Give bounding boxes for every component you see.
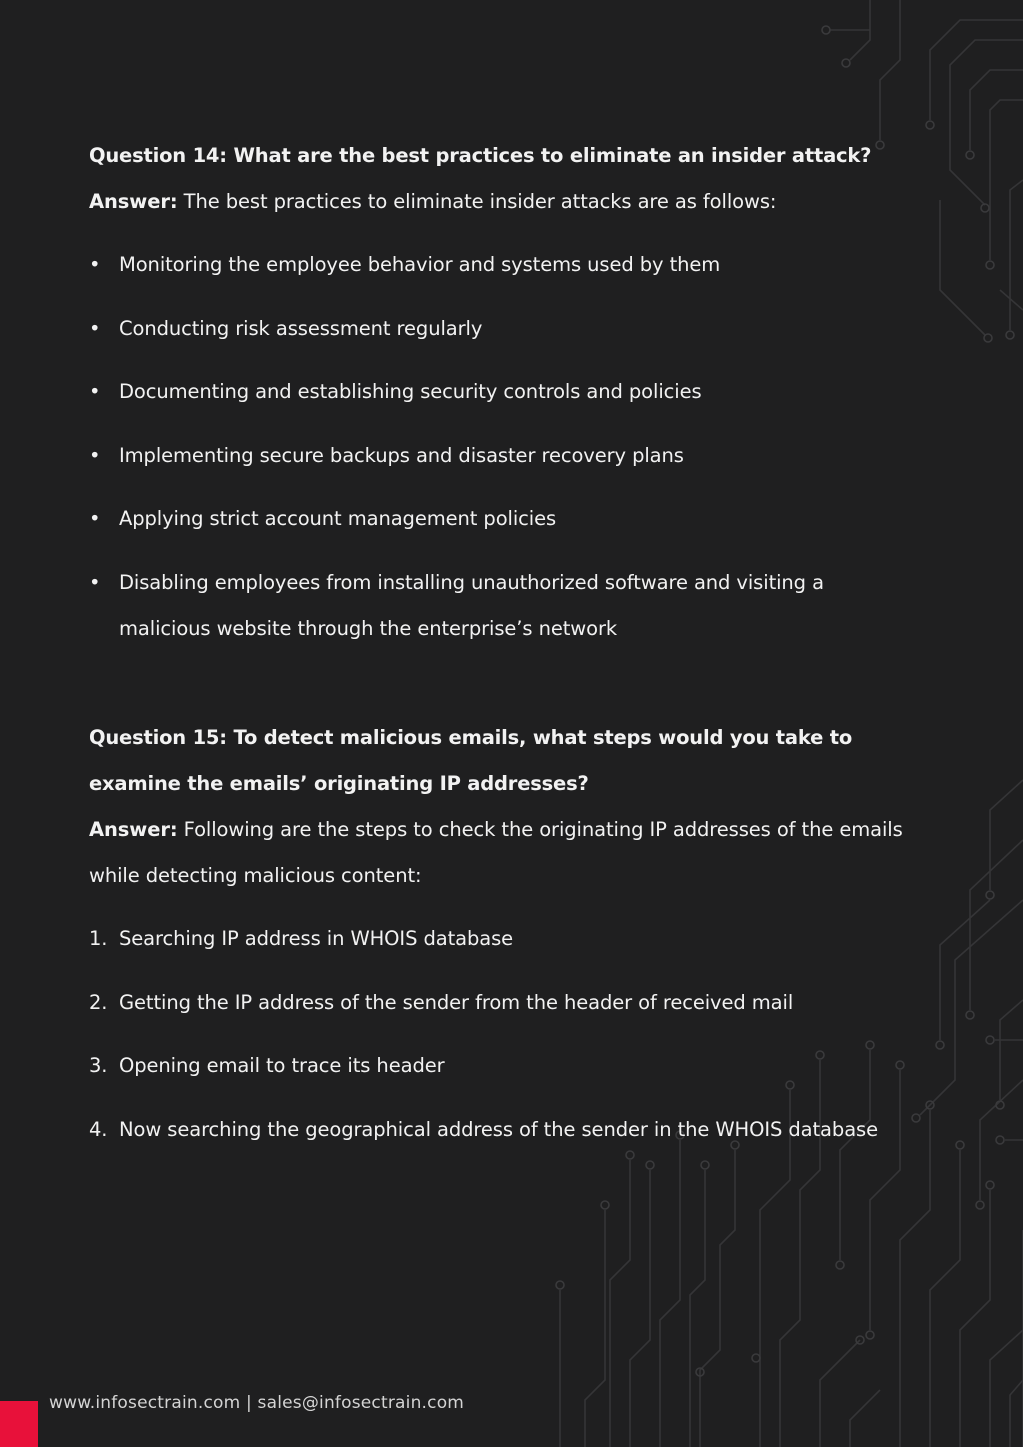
list-item-text: Now searching the geographical address of the sender in the WHOIS database [119, 1117, 878, 1141]
question-15-answer [89, 807, 949, 899]
list-item [89, 242, 949, 288]
bullet-icon: • [89, 253, 101, 276]
best-practices-list [89, 242, 949, 652]
list-item-text: Getting the IP address of the sender from the header of received mail [119, 990, 794, 1014]
bullet-icon: • [89, 380, 101, 404]
question-15-section [89, 715, 949, 1153]
bullet-icon: • [89, 570, 101, 594]
list-item [89, 369, 949, 415]
list-item [89, 560, 949, 652]
footer-contact-text[interactable]: www.infosectrain.com | sales@infosectrain.com [49, 1393, 465, 1413]
step-number: 3. [89, 1054, 108, 1078]
list-item-text: Disabling employees from installing unauthorized software and visiting a malicious website through the enterprise’s network [119, 570, 824, 640]
bullet-icon: • [89, 507, 101, 531]
list-item-text: Documenting and establishing security controls and policies [119, 380, 702, 404]
list-item-text: Opening email to trace its header [119, 1054, 445, 1078]
list-item [89, 1107, 949, 1153]
answer-label: Answer: [89, 817, 178, 841]
bullet-icon: • [89, 316, 101, 340]
footer-accent-square [0, 1401, 38, 1447]
steps-list [89, 916, 949, 1153]
answer-label: Answer: [89, 190, 178, 213]
list-item [89, 433, 949, 479]
step-number: 1. [89, 926, 108, 950]
question-15-title: Question 15: To detect malicious emails, what steps would you take to examine the emails’ originating IP addresses? [89, 725, 853, 795]
list-item-text: Searching IP address in WHOIS database [119, 926, 514, 950]
list-item-text: Monitoring the employee behavior and systems used by them [119, 253, 721, 276]
main-content [89, 133, 949, 1170]
step-number: 2. [89, 990, 108, 1014]
list-item [89, 980, 949, 1026]
question-14-answer [89, 179, 949, 225]
answer-text: Following are the steps to check the originating IP addresses of the emails while detecting malicious content: [89, 817, 903, 887]
list-item [89, 496, 949, 542]
list-item-text: Implementing secure backups and disaster recovery plans [119, 443, 684, 467]
list-item-text: Applying strict account management policies [119, 507, 557, 531]
bullet-icon: • [89, 443, 101, 467]
answer-text: The best practices to eliminate insider attacks are as follows: [177, 190, 777, 213]
list-item-text: Conducting risk assessment regularly [119, 316, 483, 340]
list-item [89, 916, 949, 962]
step-number: 4. [89, 1117, 108, 1141]
list-item [89, 1043, 949, 1089]
question-14-section [89, 133, 949, 652]
list-item [89, 306, 949, 352]
question-14-title: Question 14: What are the best practices to eliminate an insider attack? [89, 144, 872, 167]
